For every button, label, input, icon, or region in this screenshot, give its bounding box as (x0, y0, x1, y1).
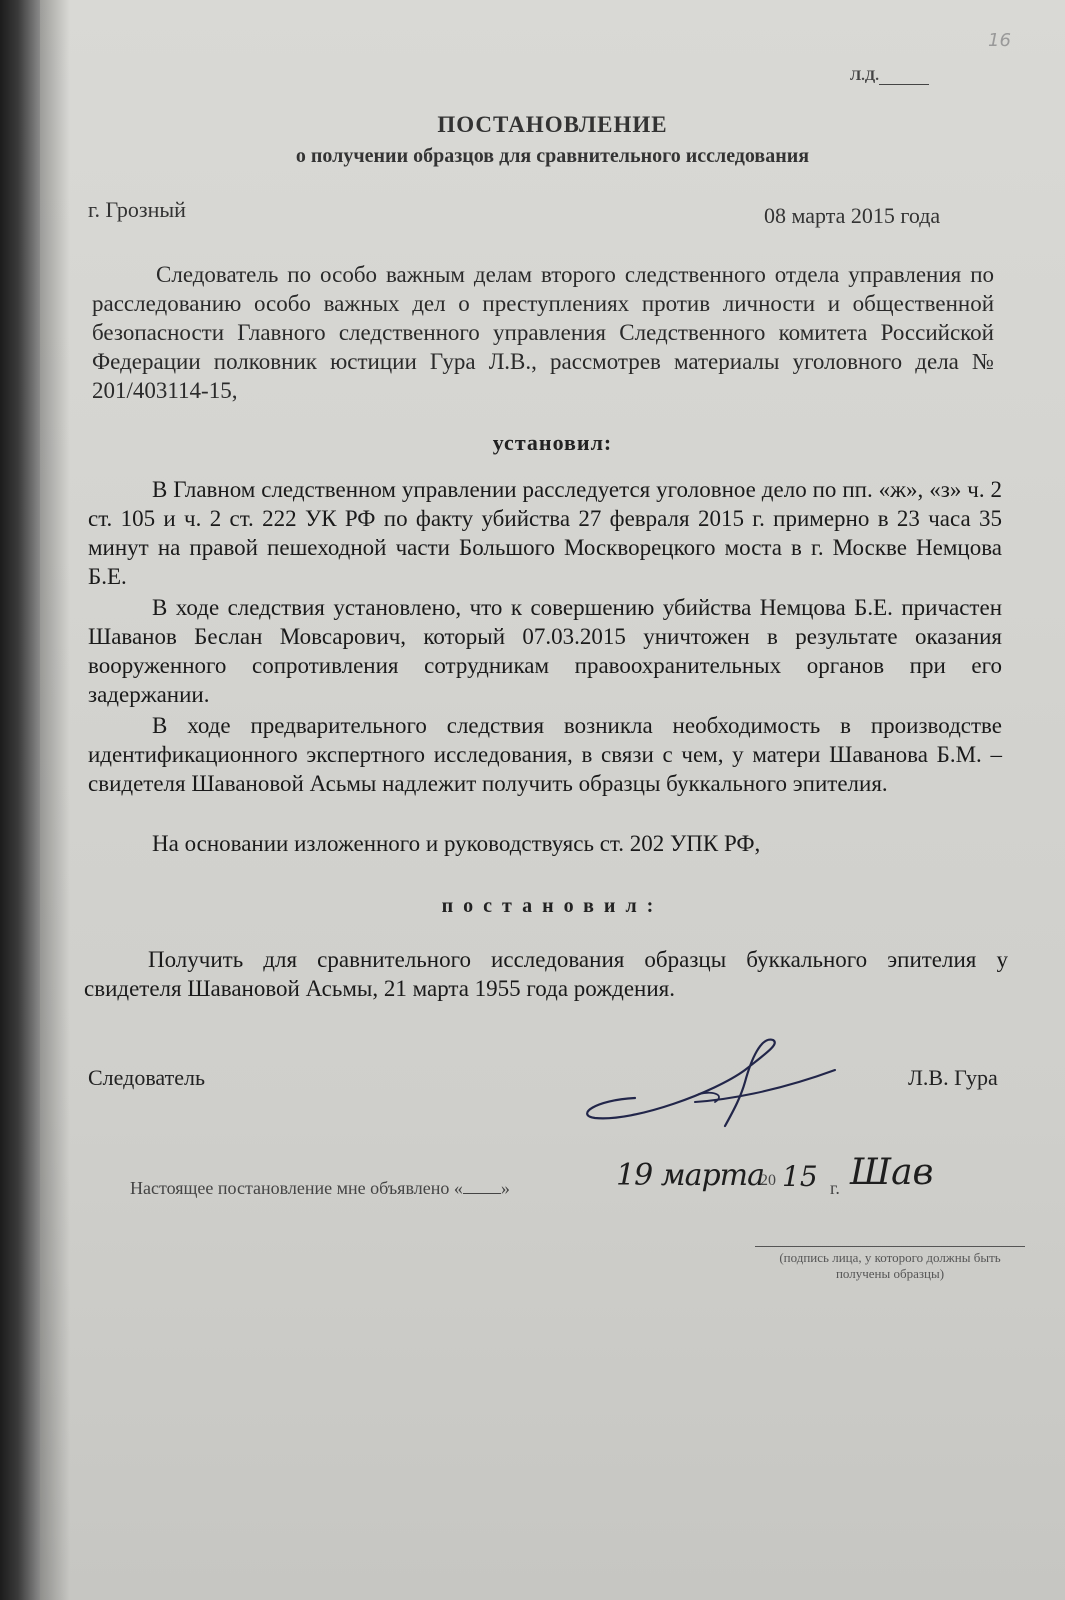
handwritten-year: 15 (782, 1160, 818, 1193)
signature-caption: (подпись лица, у которого должны быть получены образцы) (779, 1250, 1001, 1281)
file-reference-blank (879, 70, 929, 85)
signatory-name: Л.В. Гура (908, 1065, 998, 1090)
document-title: ПОСТАНОВЛЕНИЕ (437, 112, 668, 137)
body-paragraph: На основании изложенного и руководствуясь ст. 202 УПК РФ, (152, 831, 761, 856)
witness-signature: Шав (850, 1152, 934, 1193)
file-reference (850, 68, 929, 85)
signature-line (755, 1246, 1025, 1247)
file-reference-label: Л.Д. (850, 68, 879, 84)
year-suffix: г. (830, 1178, 840, 1198)
page-number: 16 (988, 30, 1011, 51)
body-paragraph: В Главном следственном управлении расследуется уголовное дело по пп. «ж», «з» ч. 2 ст. 105 и ч. 2 ст. 222 УК РФ по факту убийства 27 февраля 2015 г. примерно в 23 часа 35 минут на правой пешеходной части Большого Москворецкого моста в г. Москве Немцова Б.Е. (88, 477, 1002, 589)
handwritten-date: 19 марта (616, 1158, 765, 1193)
intro-paragraph: Следователь по особо важным делам второго следственного отдела управления по расследованию особо важных дел о преступлениях против личности и общественной безопасности Главного следственного управления Следственного комитета Российской Федерации полковник юстиции Гура Л.В., рассмотрев материалы уголовного дела № 201/403114-15, (92, 262, 994, 403)
document-city: г. Грозный (88, 197, 186, 222)
notice-quote-close: » (500, 1178, 510, 1198)
notice-text: Настоящее постановление мне объявлено « (130, 1178, 463, 1198)
document-date: 08 марта 2015 года (764, 203, 941, 228)
notice-line (130, 1178, 510, 1199)
document-subtitle: о получении образцов для сравнительного исследования (295, 145, 810, 167)
resolution-paragraph: Получить для сравнительного исследования образцы буккального эпителия у свидетеля Шавановой Асьмы, 21 марта 1955 года рождения. (84, 947, 1008, 1001)
body-paragraph: В ходе следствия установлено, что к совершению убийства Немцова Б.Е. причастен Шаванов Беслан Мовсарович, который 07.03.2015 уничтожен в результате оказания вооруженного сопротивления сотрудникам правоохранительных органов при его задержании. (88, 595, 1002, 707)
year-prefix: 20 (760, 1172, 776, 1189)
notice-day-blank (463, 1179, 501, 1194)
body-paragraph: В ходе предварительного следствия возникла необходимость в производстве идентификационного экспертного исследования, в связи с чем, у матери Шаванова Б.М. – свидетеля Шавановой Асьмы надлежит получить образцы буккального эпителия. (88, 713, 1002, 796)
signatory-role: Следователь (88, 1065, 206, 1090)
document-page (40, 0, 1065, 1600)
investigator-signature (575, 1030, 855, 1140)
binder-edge (0, 0, 40, 1600)
section-heading-resolved: постановил: (441, 895, 664, 917)
section-heading-established: установил: (492, 430, 613, 455)
